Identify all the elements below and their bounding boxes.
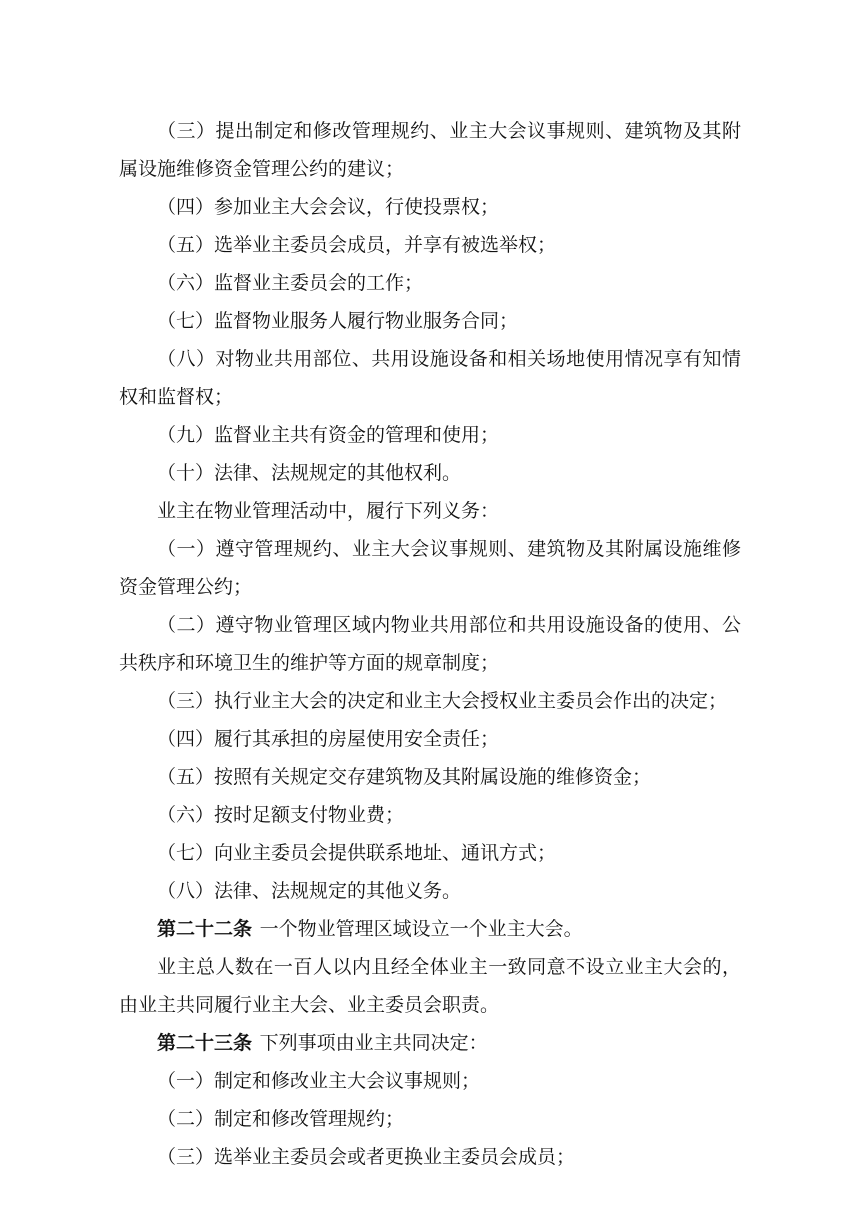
paragraph: （四）履行其承担的房屋使用安全责任； xyxy=(157,728,500,750)
article-text: 下列事项由业主共同决定： xyxy=(259,1032,488,1054)
paragraph: （六）按时足额支付物业费； xyxy=(157,804,405,826)
article-22 xyxy=(119,910,741,948)
paragraph: （九）监督业主共有资金的管理和使用； xyxy=(157,424,500,446)
paragraph: （十）法律、法规规定的其他权利。 xyxy=(157,462,462,484)
paragraph: 业主在物业管理活动中，履行下列义务： xyxy=(157,500,500,522)
paragraph: 业主总人数在一百人以内且经全体业主一致同意不设立业主大会的，由业主共同履行业主大会、业主委员会职责。 xyxy=(119,956,741,1016)
article-text: 一个物业管理区域设立一个业主大会。 xyxy=(259,918,583,940)
paragraph: （五）按照有关规定交存建筑物及其附属设施的维修资金； xyxy=(157,766,652,788)
paragraph: （八）对物业共用部位、共用设施设备和相关场地使用情况享有知情权和监督权； xyxy=(119,348,741,408)
paragraph: （七）监督物业服务人履行物业服务合同； xyxy=(157,310,519,332)
paragraph: （三）执行业主大会的决定和业主大会授权业主委员会作出的决定； xyxy=(157,690,728,712)
article-number: 第二十二条 xyxy=(157,918,253,940)
paragraph: （一）遵守管理规约、业主大会议事规则、建筑物及其附属设施维修资金管理公约； xyxy=(119,538,741,598)
paragraph: （一）制定和修改业主大会议事规则； xyxy=(157,1070,481,1092)
paragraph: （八）法律、法规规定的其他义务。 xyxy=(157,880,462,902)
paragraph: （七）向业主委员会提供联系地址、通讯方式； xyxy=(157,842,557,864)
paragraph: （三）选举业主委员会或者更换业主委员会成员； xyxy=(157,1146,576,1168)
article-number: 第二十三条 xyxy=(157,1032,253,1054)
document-body xyxy=(119,112,741,1176)
paragraph: （四）参加业主大会会议，行使投票权； xyxy=(157,196,500,218)
paragraph: （二）遵守物业管理区域内物业共用部位和共用设施设备的使用、公共秩序和环境卫生的维护等方面的规章制度； xyxy=(119,614,741,674)
paragraph: （三）提出制定和修改管理规约、业主大会议事规则、建筑物及其附属设施维修资金管理公约的建议； xyxy=(119,120,741,180)
paragraph: （五）选举业主委员会成员，并享有被选举权； xyxy=(157,234,557,256)
paragraph: （六）监督业主委员会的工作； xyxy=(157,272,424,294)
article-23 xyxy=(119,1024,741,1062)
paragraph: （二）制定和修改管理规约； xyxy=(157,1108,405,1130)
